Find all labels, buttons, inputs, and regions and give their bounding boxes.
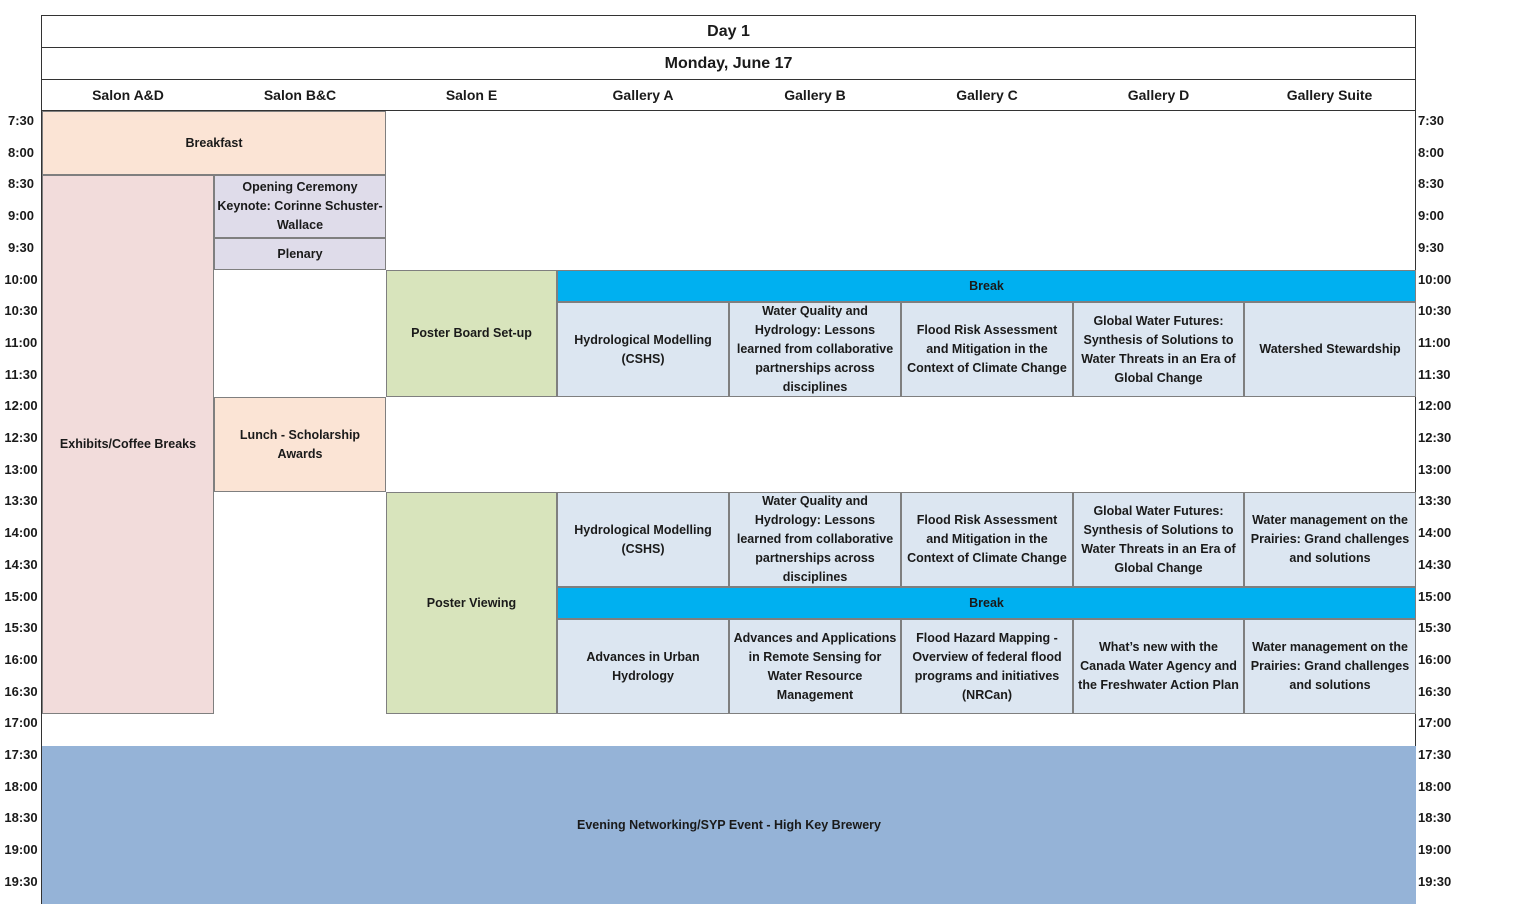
time-label-left: 13:30 (4, 493, 38, 508)
time-label-right: 17:00 (1418, 715, 1452, 730)
session-pm2-gallery-suite: Water management on the Prairies: Grand challenges and solutions (1244, 619, 1416, 714)
session-pm1-gallery-a: Hydrological Modelling (CSHS) (557, 492, 729, 587)
session-break-afternoon: Break (557, 587, 1416, 619)
session-poster-viewing: Poster Viewing (386, 492, 557, 714)
time-label-left: 15:00 (4, 589, 38, 604)
time-label-left: 13:00 (4, 462, 38, 477)
time-label-left: 18:00 (4, 779, 38, 794)
time-label-right: 14:00 (1418, 525, 1452, 540)
time-label-right: 8:30 (1418, 176, 1445, 191)
time-label-right: 10:00 (1418, 272, 1452, 287)
time-label-left: 12:00 (4, 398, 38, 413)
time-label-right: 7:30 (1418, 113, 1445, 128)
session-morning-gallery-suite: Watershed Stewardship (1244, 302, 1416, 397)
time-label-right: 16:30 (1418, 684, 1452, 699)
session-lunch: Lunch - Scholarship Awards (214, 397, 386, 492)
time-label-left: 19:30 (4, 874, 38, 889)
time-label-right: 16:00 (1418, 652, 1452, 667)
time-label-left: 14:00 (4, 525, 38, 540)
session-morning-gallery-d: Global Water Futures: Synthesis of Solutions to Water Threats in an Era of Global Change (1073, 302, 1244, 397)
room-header-gallery-a: Gallery A (612, 87, 674, 103)
time-label-left: 17:30 (4, 747, 38, 762)
time-label-right: 9:00 (1418, 208, 1445, 223)
time-label-left: 10:00 (4, 272, 38, 287)
time-label-left: 8:30 (7, 176, 35, 191)
time-label-right: 8:00 (1418, 145, 1445, 160)
session-break-morning: Break (557, 270, 1416, 302)
time-label-right: 15:00 (1418, 589, 1452, 604)
time-label-right: 19:30 (1418, 874, 1452, 889)
time-label-right: 9:30 (1418, 240, 1445, 255)
room-header-gallery-b: Gallery B (784, 87, 846, 103)
day-title: Day 1 (41, 15, 1416, 48)
room-header-salon-bc: Salon B&C (263, 87, 337, 103)
time-label-right: 17:30 (1418, 747, 1452, 762)
time-label-left: 19:00 (4, 842, 38, 857)
session-pm1-gallery-b: Water Quality and Hydrology: Lessons learned from collaborative partnerships across disciplines (729, 492, 901, 587)
time-label-left: 9:00 (7, 208, 35, 223)
time-label-left: 18:30 (4, 810, 38, 825)
session-morning-gallery-a: Hydrological Modelling (CSHS) (557, 302, 729, 397)
session-poster-setup: Poster Board Set-up (386, 270, 557, 397)
time-label-left: 7:30 (7, 113, 35, 128)
time-label-right: 11:00 (1418, 335, 1451, 350)
date-title: Monday, June 17 (41, 47, 1416, 80)
time-label-right: 19:00 (1418, 842, 1452, 857)
time-label-right: 13:30 (1418, 493, 1452, 508)
session-pm2-gallery-a: Advances in Urban Hydrology (557, 619, 729, 714)
time-label-left: 9:30 (7, 240, 35, 255)
time-label-right: 12:30 (1418, 430, 1452, 445)
room-header-gallery-suite: Gallery Suite (1286, 87, 1373, 103)
time-label-left: 8:00 (7, 145, 35, 160)
time-label-left: 10:30 (4, 303, 38, 318)
session-pm1-gallery-c: Flood Risk Assessment and Mitigation in the Context of Climate Change (901, 492, 1073, 587)
room-header-gallery-c: Gallery C (956, 87, 1018, 103)
time-label-right: 12:00 (1418, 398, 1452, 413)
time-label-left: 11:30 (4, 367, 38, 382)
time-label-right: 10:30 (1418, 303, 1452, 318)
session-breakfast: Breakfast (42, 111, 386, 175)
session-opening-ceremony: Opening Ceremony Keynote: Corinne Schuster-Wallace (214, 175, 386, 238)
time-label-right: 13:00 (1418, 462, 1452, 477)
time-label-left: 16:30 (4, 684, 38, 699)
session-morning-gallery-c: Flood Risk Assessment and Mitigation in the Context of Climate Change (901, 302, 1073, 397)
time-label-right: 15:30 (1418, 620, 1452, 635)
time-label-left: 17:00 (4, 715, 38, 730)
session-evening-networking: Evening Networking/SYP Event - High Key Brewery (42, 746, 1416, 904)
session-exhibits: Exhibits/Coffee Breaks (42, 175, 214, 714)
room-header-gallery-d: Gallery D (1127, 87, 1190, 103)
time-label-left: 15:30 (4, 620, 38, 635)
session-pm2-gallery-c: Flood Hazard Mapping - Overview of federal flood programs and initiatives (NRCan) (901, 619, 1073, 714)
session-morning-gallery-b: Water Quality and Hydrology: Lessons learned from collaborative partnerships across disciplines (729, 302, 901, 397)
time-label-right: 18:30 (1418, 810, 1452, 825)
time-label-right: 14:30 (1418, 557, 1452, 572)
room-header-salon-ad: Salon A&D (92, 87, 164, 103)
time-label-left: 14:30 (4, 557, 38, 572)
session-pm1-gallery-suite: Water management on the Prairies: Grand challenges and solutions (1244, 492, 1416, 587)
room-header-salon-e: Salon E (445, 87, 498, 103)
session-pm2-gallery-d: What’s new with the Canada Water Agency and the Freshwater Action Plan (1073, 619, 1244, 714)
time-label-left: 16:00 (4, 652, 38, 667)
time-label-left: 11:00 (4, 335, 38, 350)
time-label-left: 12:30 (4, 430, 38, 445)
time-label-right: 18:00 (1418, 779, 1452, 794)
session-pm2-gallery-b: Advances and Applications in Remote Sensing for Water Resource Management (729, 619, 901, 714)
session-pm1-gallery-d: Global Water Futures: Synthesis of Solutions to Water Threats in an Era of Global Change (1073, 492, 1244, 587)
session-plenary: Plenary (214, 238, 386, 270)
time-label-right: 11:30 (1418, 367, 1451, 382)
